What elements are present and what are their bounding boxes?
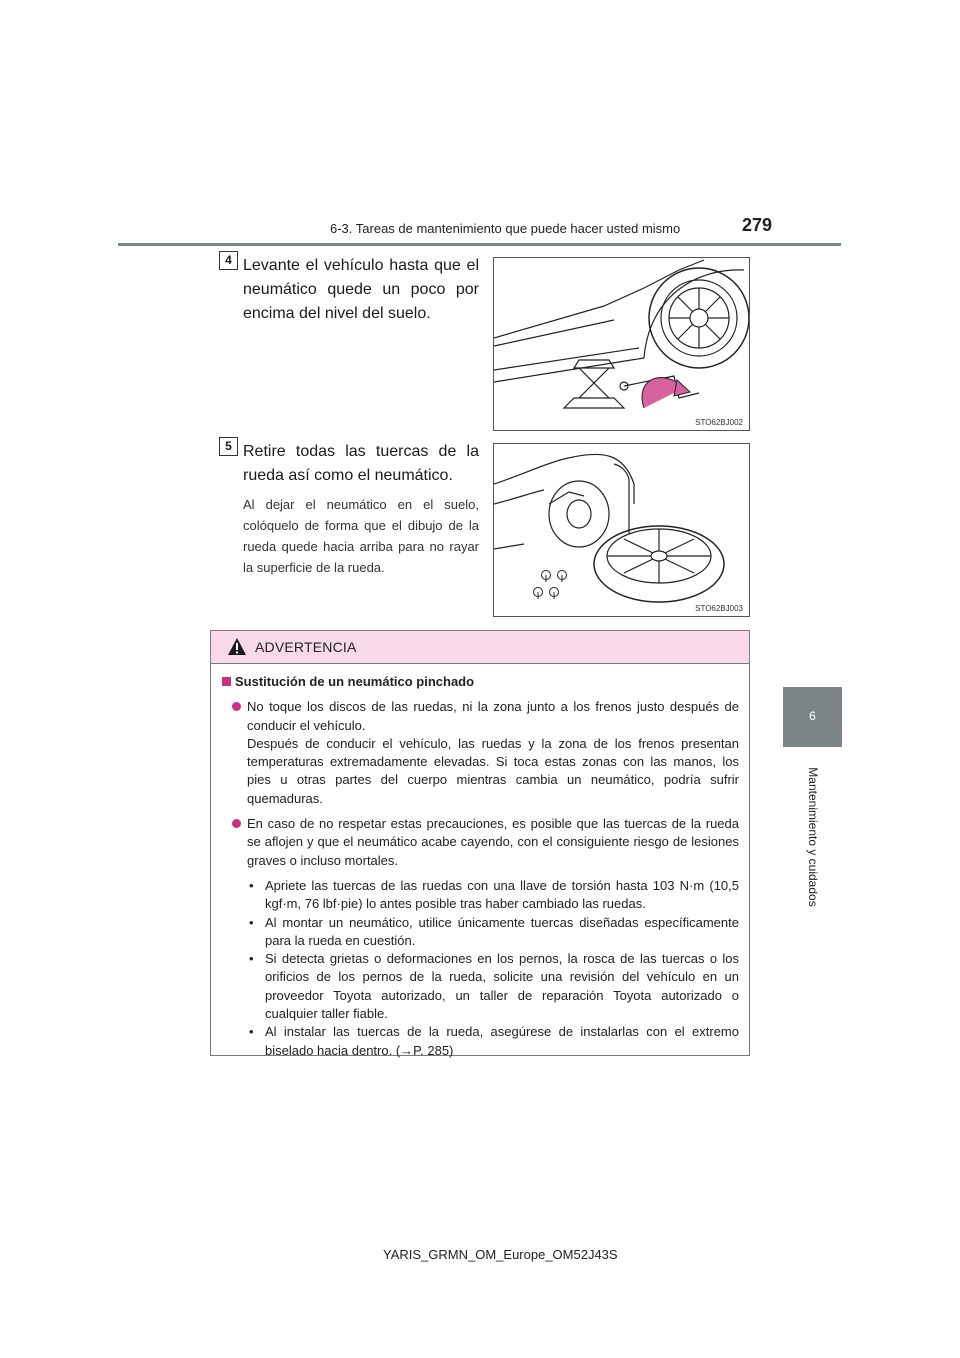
figure-jack-lifting <box>493 257 750 431</box>
warning-body <box>221 673 739 1060</box>
section-title: 6-3. Tareas de mantenimiento que puede hacer usted mismo <box>330 221 681 236</box>
tire-removed-illustration <box>494 444 749 616</box>
chapter-label-text: Mantenimiento y cuidados <box>806 767 820 907</box>
header-rule <box>118 243 841 246</box>
warning-bullet-text: Después de conducir el vehículo, las ruedas y la zona de los frenos presentan temperaturas extremadamente elevadas. Si toca estas zonas con las manos, los pies u otras partes del cuerpo mientras cambia un neumático, podría sufrir quemaduras. <box>247 735 739 806</box>
step-number-4: 4 <box>219 251 238 270</box>
warning-sub-item: • Al instalar las tuercas de la rueda, asegúrese de instalarlas con el extremo biselado hacia dentro. (→P. 285) <box>221 1023 739 1060</box>
chapter-tab <box>783 687 842 747</box>
warning-header <box>211 631 749 664</box>
warning-bullet-text: No toque los discos de las ruedas, ni la zona junto a los frenos justo después de conducir el vehículo. <box>247 699 739 733</box>
warning-box <box>210 630 750 1056</box>
step-number-5: 5 <box>219 437 238 456</box>
jack-lifting-illustration <box>494 258 749 430</box>
footer-code: YARIS_GRMN_OM_Europe_OM52J43S <box>383 1247 618 1262</box>
warning-triangle-icon <box>227 637 247 656</box>
warning-sub-item: • Si detecta grietas o deformaciones en los pernos, la rosca de las tuercas o los orificios de los pernos de la rueda, solicite una revisión del vehículo en un proveedor Toyota autorizado, un taller de reparación Toyota autorizado o cualquier taller fiable. <box>221 950 739 1023</box>
figure-tire-removed <box>493 443 750 617</box>
step-4-text: Levante el vehículo hasta que el neumático quede un poco por encima del nivel del suelo. <box>243 257 479 322</box>
warning-sub-item: • Al montar un neumático, utilice únicamente tuercas diseñadas específicamente para la rueda en cuestión. <box>221 914 739 951</box>
warning-bullet <box>221 815 739 870</box>
figure-caption: STO62BJ003 <box>695 604 743 613</box>
step-5-text: Retire todas las tuercas de la rueda así como el neumático. <box>243 443 479 484</box>
warning-section-title: Sustitución de un neumático pinchado <box>221 673 739 691</box>
page-number: 279 <box>742 215 773 235</box>
figure-caption: STO62BJ002 <box>695 418 743 427</box>
warning-bullet <box>221 698 739 808</box>
warning-bullet-text: En caso de no respetar estas precauciones, es posible que las tuercas de la rueda se aflojen y que el neumático acabe cayendo, con el consiguiente riesgo de lesiones graves o incluso mortales. <box>247 816 739 868</box>
chapter-number: 6 <box>809 709 816 723</box>
warning-sub-item: • Apriete las tuercas de las ruedas con una llave de torsión hasta 103 N·m (10,5 kgf·m, 76 lbf·pie) lo antes posible tras haber cambiado las ruedas. <box>221 877 739 914</box>
warning-title: ADVERTENCIA <box>255 639 357 655</box>
step-5-note: Al dejar el neumático en el suelo, colóquelo de forma que el dibujo de la rueda quede hacia arriba para no rayar la superficie de la rueda. <box>243 497 479 575</box>
chapter-label <box>803 760 823 920</box>
